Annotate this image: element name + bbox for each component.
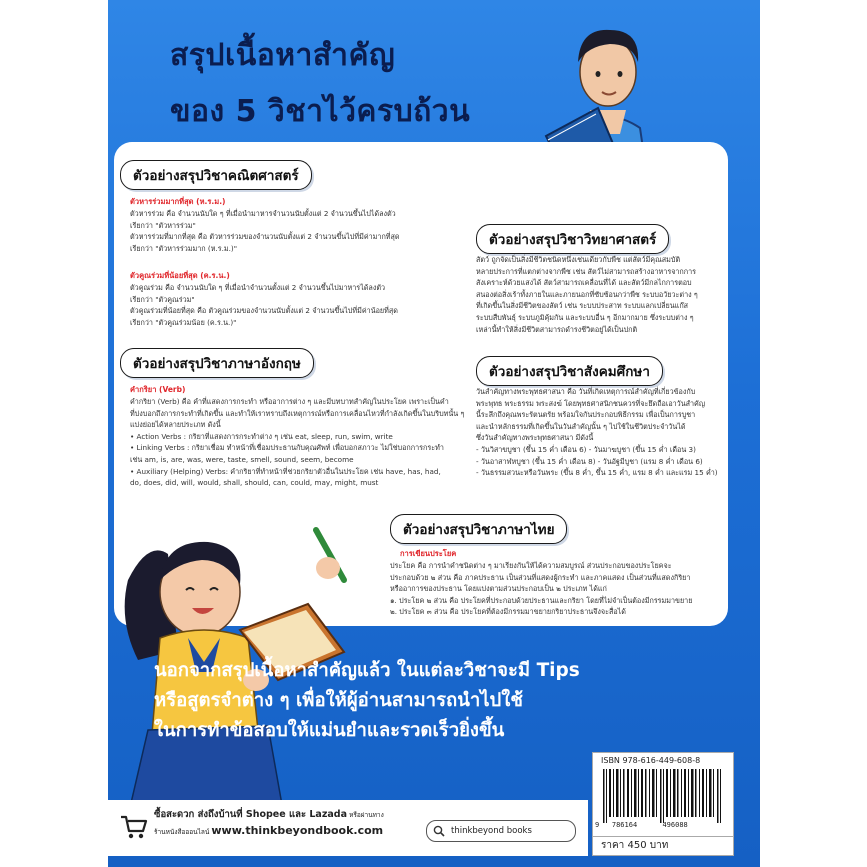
title-line-2: ของ 5 วิชาไว้ครบถ้วน — [170, 94, 471, 129]
website-link[interactable]: www.thinkbeyondbook.com — [211, 824, 384, 837]
social-section-header: ตัวอย่างสรุปวิชาสังคมศึกษา — [476, 356, 663, 386]
lazada-link[interactable]: Lazada — [309, 809, 347, 820]
shop-info-bar — [108, 800, 588, 856]
search-pill[interactable] — [426, 820, 576, 842]
social-text: วันสำคัญทางพระพุทธศาสนา คือ วันที่เกิดเหตุการณ์สำคัญที่เกี่ยวข้องกับ พระพุทธ พระธรรม พระสงฆ์ โดยพุทธศาสนิกชนควรที่จะยึดถือเอาวันสำคัญ นี้ระลึกถึงคุณพระรัตนตรัย พร้อมใจกันประกอบพิธีกรรม เพื่อเป็นการบูชา และนำหลักธรรมที่เกิดขึ้นในวันสำคัญนั้น ๆ ไปใช้ในชีวิตประจำวันได้ ซึ่งวันสำคัญทางพระพุทธศาสนา มีดังนี้ - วันวิสาขบูชา (ขึ้น 15 ค่ำ เดือน 6) - วันมาฆบูชา (ขึ้น 15 ค่ำ เดือน 3) - วันอาสาฬหบูชา (ขึ้น 15 ค่ำ เดือน 8) - วันอัฐมีบูชา (แรม 8 ค่ำ เดือน 6) - วันธรรมสวนะหรือวันพระ (ขึ้น 8 ค่ำ, ขึ้น 15 ค่ำ, แรม 8 ค่ำ และแรม 15 ค่ำ) — [476, 387, 718, 478]
thai-section-header: ตัวอย่างสรุปวิชาภาษาไทย — [390, 514, 567, 544]
search-icon — [433, 825, 445, 837]
science-text: สัตว์ ถูกจัดเป็นสิ่งมีชีวิตชนิดหนึ่งเช่นเดียวกับพืช แต่สัตว์มีคุณสมบัติ หลายประการที่แตกต่างจากพืช เช่น สัตว์ไม่สามารถสร้างอาหารจากการ สังเคราะห์ด้วยแสงได้ สัตว์สามารถเคลื่อนที่ได้ และสัตว์มีกลไกการตอบ สนองต่อสิ่งเร้าทั้งภายในและภายนอกที่ซับซ้อนกว่าพืช ระบบอวัยวะต่าง ๆ ที่เกิดขึ้นในสิ่งมีชีวิตของสัตว์ เช่น ระบบประสาท ระบบแลกเปลี่ยนแก๊ส ระบบสืบพันธุ์ ระบบภูมิคุ้มกัน และระบบอื่น ๆ อีกมากมาย ซึ่งระบบต่าง ๆ เหล่านี้ทำให้สิ่งมีชีวิตสามารถดำรงชีวิตอยู่ได้เป็นปกติ — [476, 255, 698, 334]
barcode-icon — [601, 769, 727, 823]
tips-line-3: ในการทำข้อสอบให้แม่นยำและรวดเร็วยิ่งขึ้น — [154, 720, 505, 741]
math-hcf-text: ตัวหารร่วม คือ จำนวนนับใด ๆ ที่เมื่อนำมาหารจำนวนนับตั้งแต่ 2 จำนวนขึ้นไปได้ลงตัว เรียกว่า "ตัวหารร่วม" ตัวหารร่วมที่มากที่สุด คือ ตัวหารร่วมของจำนวนนับตั้งแต่ 2 จำนวนขึ้นไปที่มีค่ามากที่สุด เรียกว่า "ตัวหารร่วมมาก (ห.ร.ม.)" — [130, 209, 400, 253]
barcode-numbers: 9 786164 496088 — [595, 821, 688, 829]
thai-subheading-sentence: การเขียนประโยค — [400, 549, 457, 558]
title-line-1: สรุปเนื้อหาสำคัญ — [170, 38, 396, 73]
english-subheading-verb: คำกริยา (Verb) — [130, 385, 186, 394]
english-verb-text: คำกริยา (Verb) คือ คำที่แสดงการกระทำ หรืออาการต่าง ๆ และมีบทบาทสำคัญในประโยค เพราะเป็นคำ ที่บ่งบอกถึงการกระทำที่เกิดขึ้น และทำให้เราทราบถึงเหตุการณ์หรือการเคลื่อนไหวที่กำลังเกิดขึ้นในบริบทนั้น ๆ แบ่งย่อยได้หลายประเภท ดังนี้ • Action Verbs : กริยาที่แสดงการกระทำต่าง ๆ เช่น eat, sleep, run, swim, write • Linking Verbs : กริยาเชื่อม ทำหน้าที่เชื่อมประธานกับคุณศัพท์ เพื่อบอกสภาวะ ไม่ใช่บอกการกระทำ เช่น am, is, are, was, were, taste, smell, sound, seem, become • Auxiliary (Helping) Verbs: คำกริยาที่ทำหน้าที่ช่วยกริยาตัวอื่นในประโยค เช่น have, has, had, do, does, did, will, would, shall, should, can, could, may, might, must — [130, 397, 465, 488]
isbn-label: ISBN 978-616-449-608-8 — [601, 756, 701, 765]
english-section-header: ตัวอย่างสรุปวิชาภาษาอังกฤษ — [120, 348, 314, 378]
search-pill-label: thinkbeyond books — [451, 826, 532, 836]
tips-line-1: นอกจากสรุปเนื้อหาสำคัญแล้ว ในแต่ละวิชาจะมี Tips — [154, 660, 580, 681]
science-section-header: ตัวอย่างสรุปวิชาวิทยาศาสตร์ — [476, 224, 669, 254]
price-label: ราคา 450 บาท — [592, 836, 734, 856]
math-subheading-lcm: ตัวคูณร่วมที่น้อยที่สุด (ค.ร.น.) — [130, 271, 230, 280]
math-section-header: ตัวอย่างสรุปวิชาคณิตศาสตร์ — [120, 160, 312, 190]
shopping-cart-icon — [120, 814, 148, 840]
shop-line-2: ร้านหนังสือออนไลน์ www.thinkbeyondbook.com — [154, 824, 384, 837]
isbn-barcode-box — [592, 752, 734, 844]
tips-line-2: หรือสูตรจำต่าง ๆ เพื่อให้ผู้อ่านสามารถนำไปใช้ — [154, 690, 523, 711]
math-lcm-text: ตัวคูณร่วม คือ จำนวนนับใด ๆ ที่เมื่อนำจำนวนตั้งแต่ 2 จำนวนขึ้นไปมาหารได้ลงตัว เรียกว่า "ตัวคูณร่วม" ตัวคูณร่วมที่น้อยที่สุด คือ ตัวคูณร่วมของจำนวนนับตั้งแต่ 2 จำนวนขึ้นไปที่มีค่าน้อยที่สุด เรียกว่า "ตัวคูณร่วมน้อย (ค.ร.น.)" — [130, 283, 398, 327]
thai-sentence-text: ประโยค คือ การนำคำชนิดต่าง ๆ มาเรียงกันให้ได้ความสมบูรณ์ ส่วนประกอบของประโยคจะ ประกอบด้วย ๒ ส่วน คือ ภาคประธาน เป็นส่วนที่แสดงผู้กระทำ และภาคแสดง เป็นส่วนที่แสดงกิริยา หรืออาการของประธาน โดยแบ่งตามส่วนประกอบเป็น ๒ ประเภท ได้แก่ ๑. ประโยค ๒ ส่วน คือ ประโยคที่ประกอบด้วยประธานและกริยา โดยที่ไม่จำเป็นต้องมีกรรมมาขยาย ๒. ประโยค ๓ ส่วน คือ ประโยคที่ต้องมีกรรมมาขยายกริยาประธานจึงจะสื่อได้ — [390, 561, 693, 617]
shopee-link[interactable]: Shopee — [245, 809, 286, 820]
math-subheading-hcf: ตัวหารร่วมมากที่สุด (ห.ร.ม.) — [130, 197, 226, 206]
shop-line-1: ซื้อสะดวก ส่งถึงบ้านที่ Shopee และ Lazada หรือผ่านทาง — [154, 809, 384, 820]
book-back-cover — [108, 0, 760, 867]
